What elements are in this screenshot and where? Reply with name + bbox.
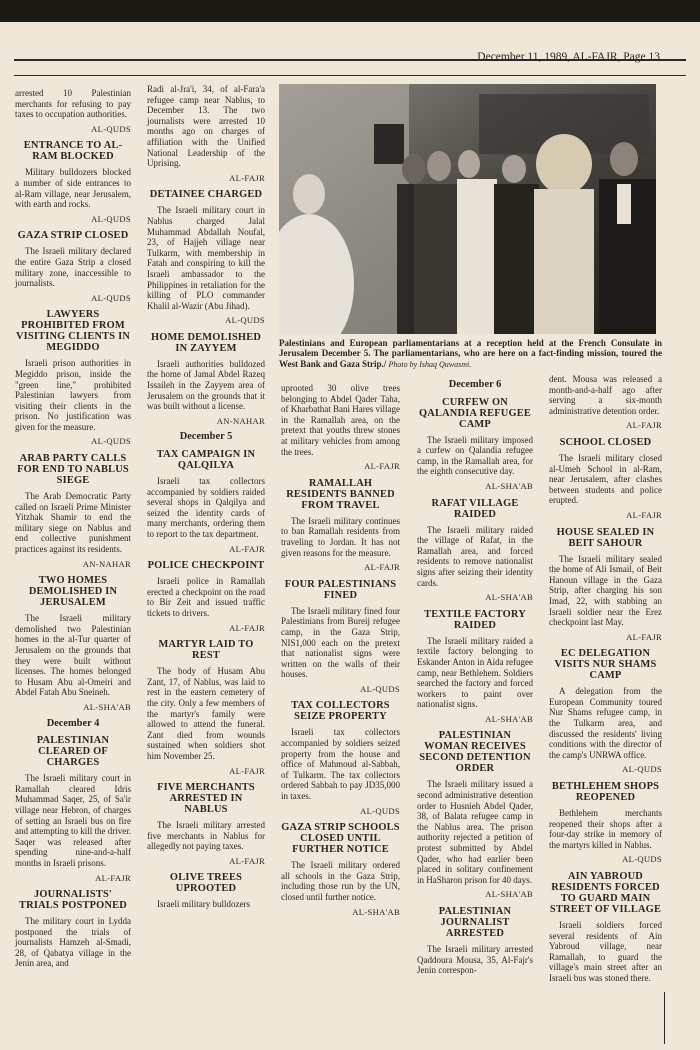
article-headline: MARTYR LAID TO REST <box>158 639 254 662</box>
article-text: The body of Husam Abu Zant, 17, of Nablus, was laid to rest in the eastern cemetery of the city. Only a few members of the martyr's family were allowed to attend the funeral. Zant died from wounds sustained when soldiers shot him November 25. <box>147 666 265 761</box>
article-text: The Israeli military declared the entire Gaza Strip a closed military zone, inaccessible to journalists. <box>15 246 131 289</box>
article-text: Israeli authorities bulldozed the home of Jamal Abdel Razeq Issaileh in the Zayyem area of Jerusalem on the grounds that it was built without a license. <box>147 358 265 412</box>
source-credit: AL-QUDS <box>91 436 131 447</box>
article-headline: TEXTILE FACTORY RAIDED <box>424 608 526 631</box>
article-headline: ARAB PARTY CALLS FOR END TO NABLUS SIEGE <box>17 453 129 487</box>
article-text: Radi al-Jra'i, 34, of al-Fara'a refugee camp near Nablus, to December 13. The two journalists were arrested 10 months ago on charges of affiliation with the Unified National Leadership of the Uprising. <box>147 84 265 169</box>
article-text: The Arab Democratic Party called on Israeli Prime Minister Yitzhak Shamir to end the military siege on Nablus and end collective punishment practices against its residents. <box>15 491 131 555</box>
article-text: Israeli soldiers forced several residents of Ain Yabroud village, near Ramallah, to guard the village's main street after an Israeli bus was stoned there. <box>549 920 662 983</box>
article-text: Israeli tax collectors accompanied by soldiers raided several shops in Qalqilya and seized the identity cards of many merchants, ordering them to report to the tax department. <box>147 476 265 539</box>
article-headline: RAFAT VILLAGE RAIDED <box>431 497 519 520</box>
article-text: The Israeli military closed al-Umeh School in al-Ram, near Jerusalem, after clashes between students and police erupted. <box>549 452 662 506</box>
article-headline: PALESTINIAN CLEARED OF CHARGES <box>36 735 110 769</box>
source-credit: AL-SHA'AB <box>485 889 533 900</box>
article-headline: CURFEW ON QALANDIA REFUGEE CAMP <box>418 396 532 430</box>
source-credit: AL-FAJR <box>626 420 662 431</box>
article-headline: AIN YABROUD RESIDENTS FORCED TO GUARD MAIN STREET OF VILLAGE <box>549 871 662 915</box>
article-text: The Israeli military sealed the home of Ali Ismail, of Beit Hanoun village in the Gaza Strip, after charging his son Imad, 22, with stabbing an Israeli soldier near the Erez checkpoint last May. <box>549 553 662 628</box>
article-text: The military court in Lydda postponed the trials of journalists Hamzeh al-Smadi, 28, of Qabatya village in the Jenin area, and <box>15 916 131 969</box>
article-text: The Israeli military arrested Qaddoura Mousa, 35, Al-Fajr's Jenin correspon- <box>417 944 533 976</box>
article-headline: HOME DEMOLISHED IN ZAYYEM <box>150 331 262 354</box>
article-text: The Israeli military court in Nablus charged Jalal Muhammad Abdallah Noufal, 23, of Hajjeh village near Tulkarm, with membership in Fatah and conspiring to kill the Israeli ambassador to the Philippines in retaliation for the killing of PLO commander Khalil al-Wazir (Abu Jihad). <box>147 205 265 311</box>
article-text: A delegation from the European Community toured Nur Shams refugee camp, in the Tulkarm area, and discussed the residents' living conditions with the director of the camp's UNRWA office. <box>549 686 662 760</box>
column-3 <box>281 383 400 921</box>
article-headline: LAWYERS PROHIBITED FROM VISITING CLIENTS IN MEGIDDO <box>15 309 131 354</box>
article-text: The Israeli military raided a textile factory belonging to Eskander Anton in Aida refugee camp, near Bethlehem. Soldiers searched the factory and forced workers to paint over nationalist signs. <box>417 635 533 710</box>
header-rule-thin <box>14 75 686 76</box>
article-headline: TAX CAMPAIGN IN QALQILYA <box>156 449 256 472</box>
article-headline: PALESTINIAN JOURNALIST ARRESTED <box>438 906 512 939</box>
source-credit: AL-QUDS <box>91 123 131 134</box>
newspaper-page <box>0 22 700 1050</box>
article-headline: GAZA STRIP CLOSED <box>17 230 129 242</box>
source-credit: AL-SHA'AB <box>352 906 400 917</box>
source-credit: AL-FAJR <box>229 622 265 633</box>
caption-text: Palestinians and European parliamentarians at a reception held at the French Consulate in Jerusalem December 5. The parliamentarians, who are here on a fact-finding mission, toured the West Bank and Gaza Strip./ <box>279 338 662 369</box>
article-headline: GAZA STRIP SCHOOLS CLOSED UNTIL FURTHER NOTICE <box>281 822 400 856</box>
article-headline: ENTRANCE TO AL-RAM BLOCKED <box>23 140 123 163</box>
article-headline: RAMALLAH RESIDENTS BANNED FROM TRAVEL <box>286 477 395 511</box>
article-headline: POLICE CHECKPOINT <box>147 560 265 572</box>
article-headline: EC DELEGATION VISITS NUR SHAMS CAMP <box>554 648 657 682</box>
article-text: Israeli tax collectors accompanied by soldiers seized property from the house and office of Mahmoud al-Sabbah, of Tulkarm. The tax collectors ordered Sabbah to pay JD35,000 in taxes. <box>281 727 400 802</box>
source-credit: AL-QUDS <box>360 683 400 694</box>
article-text: The Israeli military continues to ban Ramallah residents from traveling to Jordan. It has not given reasons for the measure. <box>281 515 400 558</box>
article-text: Military bulldozers blocked a number of side entrances to al-Ram village, near Jerusalem, with earth and rocks. <box>15 167 131 210</box>
reception-photo <box>279 84 656 334</box>
source-credit: AN-NAHAR <box>216 415 265 426</box>
photo-caption <box>279 338 662 370</box>
photo-credit: Photo by Ishaq Quwasmi. <box>388 359 472 369</box>
article-text: The Israeli military fined four Palestinians from Bureij refugee camp, in the Gaza Strip, NIS1,000 each on the pretext that nationalist signs were written on the walls of their houses. <box>281 605 400 680</box>
article-text: uprooted 30 olive trees belonging to Abdel Qader Taha, of Kharbathat Bani Hares village in the Ramallah area, on the pretext that youths threw stones at military vehicles from among the trees. <box>281 383 400 457</box>
article-headline: PALESTINIAN WOMAN RECEIVES SECOND DETENTION ORDER <box>419 730 531 775</box>
article-headline: TAX COLLECTORS SEIZE PROPERTY <box>291 700 390 723</box>
article-headline: BETHLEHEM SHOPS REOPENED <box>551 781 660 804</box>
photo-illustration <box>279 84 656 334</box>
source-credit: AL-FAJR <box>229 765 265 776</box>
source-credit: AL-QUDS <box>91 292 131 303</box>
source-credit: AN-NAHAR <box>82 558 131 569</box>
article-text: Israeli police in Ramallah erected a checkpoint on the road to Bir Zeit and issued traffic tickets to drivers. <box>147 576 265 618</box>
date-heading: December 4 <box>46 717 100 729</box>
source-credit: AL-QUDS <box>360 805 400 816</box>
article-text: Israeli military bulldozers <box>157 899 250 910</box>
source-credit: AL-QUDS <box>225 315 265 326</box>
article-text: arrested 10 Palestinian merchants for refusing to pay taxes to occupation authorities. <box>15 88 131 120</box>
article-text: Bethlehem merchants reopened their shops after a four-day strike in memory of the martyrs killed in Nablus. <box>549 808 662 850</box>
column-1 <box>15 88 131 973</box>
source-credit: AL-FAJR <box>364 461 400 472</box>
margin-rule <box>664 992 665 1044</box>
article-headline: JOURNALISTS' TRIALS POSTPONED <box>19 889 127 912</box>
source-credit: AL-FAJR <box>229 543 265 554</box>
source-credit: AL-SHA'AB <box>485 713 533 724</box>
source-credit: AL-FAJR <box>95 872 131 883</box>
article-text: dent. Mousa was released a month-and-a-half ago after serving a six-month administrative detention order. <box>549 374 662 416</box>
article-text: The Israeli military raided the village of Rafat, in the Ramallah area, and forced residents to remove nationalist signs after seizing their identity cards. <box>417 524 533 588</box>
page-header: December 11, 1989, AL-FAJR, Page 13 <box>477 51 660 63</box>
article-headline: OLIVE TREES UPROOTED <box>169 872 243 895</box>
article-text: The Israeli military issued a second administrative detention order to Husnieh Abdel Qader, 38, of Balata refugee camp in the Nablus area. The prison authority rejected a petition of protest submitted by Abdel Qader, who had earlier been placed in solitary confinement in HaSharon prison for 40 days. <box>417 779 533 885</box>
column-5 <box>549 374 662 988</box>
article-text: Israeli prison authorities in Megiddo prison, inside the "green line," prohibited Palestinian lawyers from visiting their clients in the prison. No justification was given for the measure. <box>15 358 131 432</box>
source-credit: AL-SHA'AB <box>485 592 533 603</box>
article-text: The Israeli military court in Ramallah cleared Idris Muhammad Saqer, 25, of Sa'ir village near Hebron, of charges of setting an Israeli bus on fire and attempting to kill the driver. Saqer was released after spending nine-and-a-half months in Israeli prisons. <box>15 773 131 868</box>
article-text: The Israeli military demolished two Palestinian homes in the al-Tur quarter of Jerusalem on the grounds that they were built without licenses. The homes belonged to Husam Abu al-Omeiri and Abdel Fatah Abu Sneineh. <box>15 613 131 698</box>
source-credit: AL-QUDS <box>91 213 131 224</box>
article-headline: TWO HOMES DEMOLISHED IN JERUSALEM <box>28 575 118 609</box>
header-rule <box>14 59 686 61</box>
article-headline: SCHOOL CLOSED <box>559 436 652 448</box>
date-heading: December 6 <box>448 379 502 390</box>
article-headline: DETAINEE CHARGED <box>149 189 263 201</box>
source-credit: AL-FAJR <box>229 855 265 866</box>
column-4 <box>417 374 533 980</box>
article-text: The Israeli military imposed a curfew on Qalandia refugee camp, in the Ramallah area, for the eighth consecutive day. <box>417 434 533 477</box>
column-2 <box>147 84 265 914</box>
date-heading: December 5 <box>179 431 233 443</box>
source-credit: AL-SHA'AB <box>485 480 533 491</box>
article-text: The Israeli military arrested five merchants in Nablus for allegedly not paying taxes. <box>147 820 265 852</box>
article-text: The Israeli military ordered all schools in the Gaza Strip, including those run by the UN, closed until further notice. <box>281 860 400 902</box>
source-credit: AL-FAJR <box>626 631 662 642</box>
source-credit: AL-FAJR <box>229 172 265 183</box>
article-headline: FOUR PALESTINIANS FINED <box>284 578 397 601</box>
article-headline: FIVE MERCHANTS ARRESTED IN NABLUS <box>157 782 255 816</box>
source-credit: AL-QUDS <box>622 764 662 775</box>
source-credit: AL-FAJR <box>364 562 400 573</box>
source-credit: AL-QUDS <box>622 854 662 865</box>
source-credit: AL-SHA'AB <box>83 701 131 712</box>
source-credit: AL-FAJR <box>626 509 662 520</box>
article-headline: HOUSE SEALED IN BEIT SAHOUR <box>556 526 655 549</box>
